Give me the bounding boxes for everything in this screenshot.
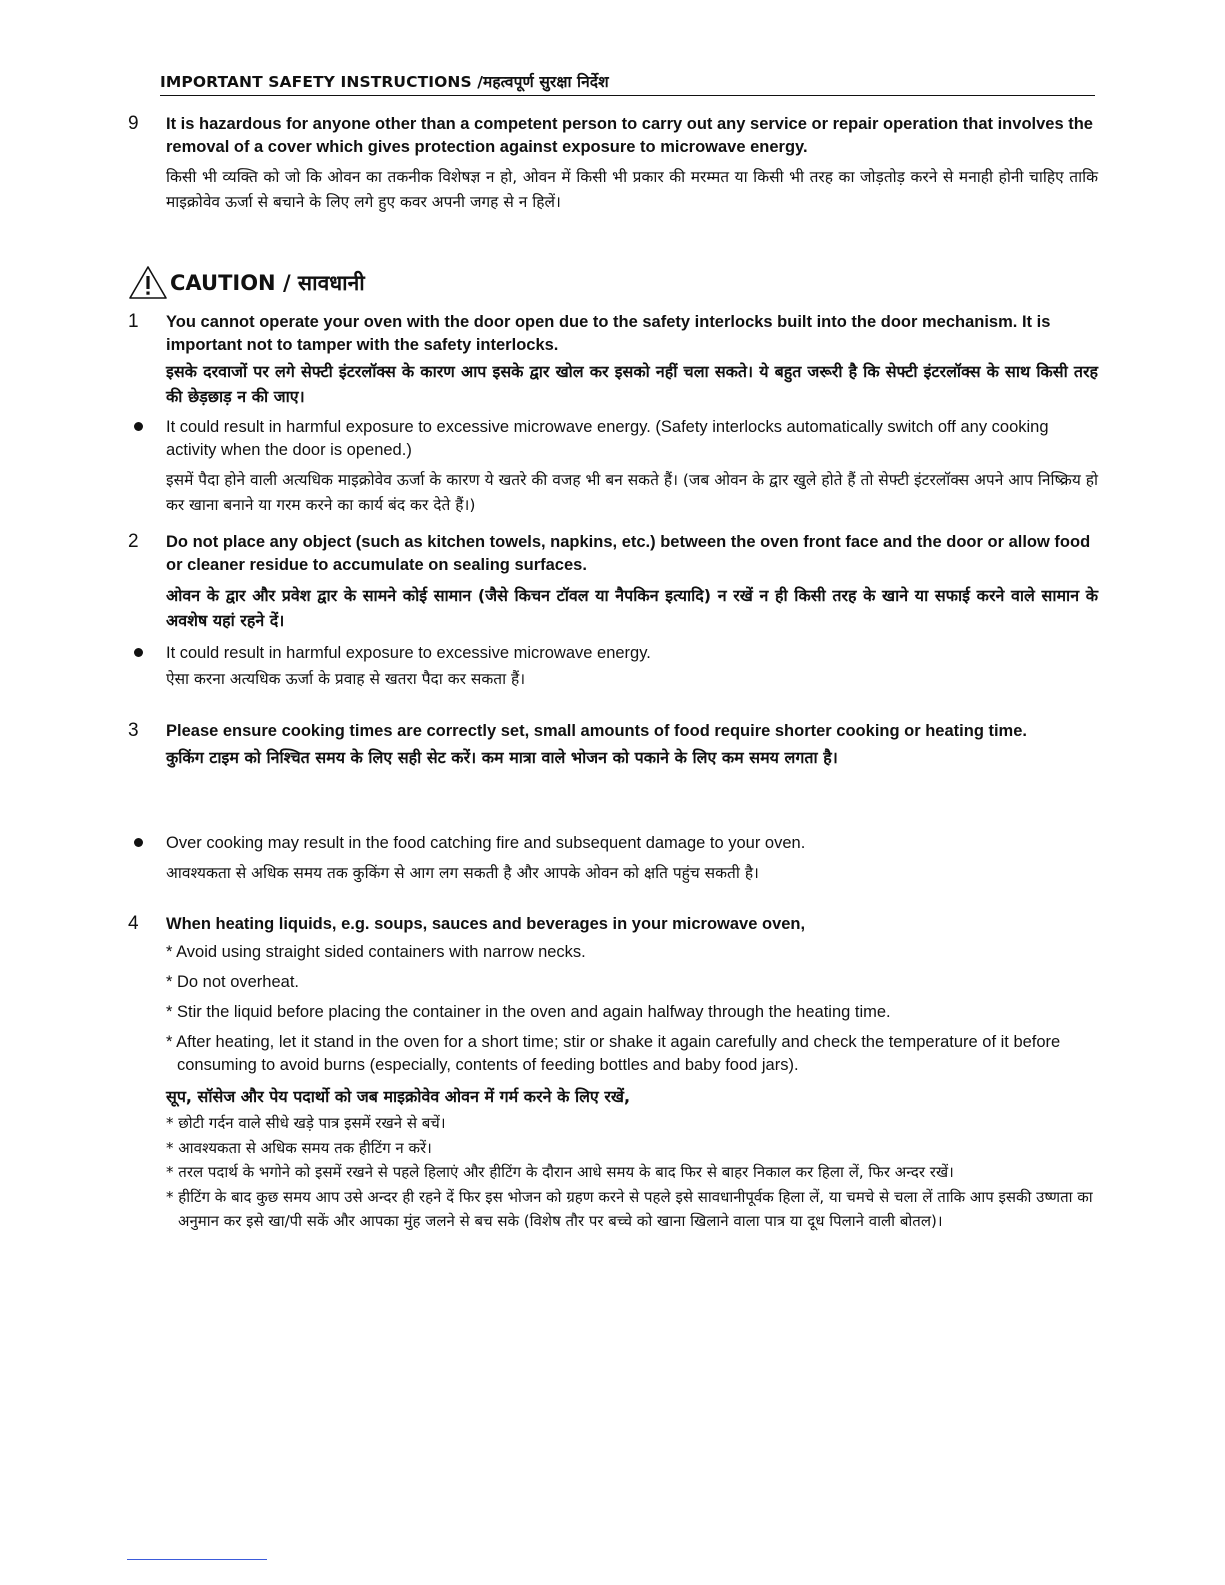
caution-heading — [128, 265, 365, 301]
instruction-text-en: Please ensure cooking times are correctly set, small amounts of food require shorter cooking or heating time. — [166, 722, 1027, 740]
instruction-text-hi: किसी भी व्यक्ति को जो कि ओवन का तकनीक विशेषज्ञ न हो, ओवन में किसी भी प्रकार की मरम्मत या किसी भी तरह का जोड़तोड़ करने से मनाही होनी चाहिए ताकि माइक्रोवेव ऊर्जा से बचाने के लिए लगे हुए कवर अपनी जगह से न हिलें। — [166, 168, 1098, 211]
instruction-2 — [128, 531, 1098, 633]
instruction-text-hi: इसके दरवाजों पर लगे सेफ्टी इंटरलॉक्स के कारण आप इसके द्वार खोल कर इसको नहीं चला सकते। ये बहुत जरूरी है कि सेफ्टी इंटरलॉक्स के साथ किसी तरह की छेड़छाड़ न की जाए। — [166, 362, 1098, 406]
instruction-1 — [128, 311, 1098, 409]
instruction-text-hi: सूप, सॉसेज और पेय पदार्थो को जब माइक्रोवेव ओवन में गर्म करने के लिए रखें, — [166, 1087, 631, 1106]
bullet-text-en: Over cooking may result in the food catching fire and subsequent damage to your oven. — [166, 834, 806, 852]
item-number: 1 — [128, 311, 139, 332]
instruction-3 — [128, 720, 1098, 770]
list-item: * तरल पदार्थ के भगोने को इसमें रखने से पहले हिलाएं और हीटिंग के दौरान आधे समय के बाद फिर से बाहर निकाल कर हिला लें, फिर अन्दर रखें। — [166, 1163, 954, 1181]
list-item: * Do not overheat. — [166, 973, 299, 991]
bullet-note-1 — [128, 416, 1098, 518]
item-number: 2 — [128, 531, 139, 552]
instruction-9 — [128, 113, 1098, 215]
bullet-text-hi: ऐसा करना अत्यधिक ऊर्जा के प्रवाह से खतरा पैदा कर सकता हैं। — [166, 670, 526, 688]
warning-triangle-icon — [128, 265, 168, 301]
instruction-text-en: Do not place any object (such as kitchen towels, napkins, etc.) between the oven front face and the door or allow food or cleaner residue to accumulate on sealing surfaces. — [166, 533, 1091, 574]
instruction-text-en: It is hazardous for anyone other than a competent person to carry out any service or repair operation that involves the removal of a cover which gives protection against exposure to microwave energy. — [166, 115, 1093, 156]
bullet-note-3 — [128, 832, 1098, 886]
item-number: 4 — [128, 913, 139, 934]
footer-rule — [127, 1559, 267, 1560]
list-item: * छोटी गर्दन वाले सीधे खड़े पात्र इसमें रखने से बचें। — [166, 1114, 446, 1132]
list-item: * Stir the liquid before placing the container in the oven and again halfway through the heating time. — [166, 1003, 891, 1021]
instruction-text-en: When heating liquids, e.g. soups, sauces and beverages in your microwave oven, — [166, 915, 806, 933]
bullet-icon — [134, 838, 143, 847]
list-item: * Avoid using straight sided containers with narrow necks. — [166, 943, 586, 961]
bullet-icon — [134, 648, 143, 657]
instruction-4 — [128, 913, 1098, 1234]
list-item: * आवश्यकता से अधिक समय तक हीटिंग न करें। — [166, 1138, 432, 1157]
bullet-text-hi: आवश्यकता से अधिक समय तक कुकिंग से आग लग सकती है और आपके ओवन को क्षति पहुंच सकती है। — [166, 864, 759, 882]
bullet-text-hi: इसमें पैदा होने वाली अत्यधिक माइक्रोवेव ऊर्जा के कारण ये खतरे की वजह भी बन सकते हैं। (जब ओवन के द्वार खुले होते हैं तो सेफ्टी इंटरलॉक्स अपने आप निष्क्रिय हो कर खाना बनाने या गरम करने का कार्य बंद कर देते हैं।) — [166, 471, 1098, 514]
caution-title: CAUTION / सावधानी — [170, 271, 365, 295]
hindi-tips-list — [166, 1111, 1098, 1234]
list-item: * After heating, let it stand in the oven for a short time; stir or shake it again carefully and check the temperature of it before consuming to avoid burns (especially, contents of feeding bottles and baby food jars). — [166, 1033, 1061, 1074]
item-number: 3 — [128, 720, 139, 741]
bullet-text-en: It could result in harmful exposure to excessive microwave energy. — [166, 644, 651, 662]
list-item: * हीटिंग के बाद कुछ समय आप उसे अन्दर ही रहने दें फिर इस भोजन को ग्रहण करने से पहले इसे सावधानीपूर्वक हिला लें, या चमचे से चला लें ताकि आप इसकी उष्णता का अनुमान कर इसे खा/पी सकें और आपका मुंह जलने से बच सके (विशेष तौर पर बच्चे को खाना खिलाने वाला पात्र या दूध पिलाने वाली बोतल)। — [166, 1187, 1093, 1230]
instruction-text-hi: कुकिंग टाइम को निश्चित समय के लिए सही सेट करें। कम मात्रा वाले भोजन को पकाने के लिए कम समय लगता है। — [166, 748, 838, 767]
english-tips-list — [166, 941, 1098, 1077]
bullet-note-2 — [128, 642, 1098, 692]
bullet-text-en: It could result in harmful exposure to excessive microwave energy. (Safety interlocks automatically switch off any cooking activity when the door is opened.) — [166, 418, 1049, 459]
item-number: 9 — [128, 113, 139, 134]
page-header: IMPORTANT SAFETY INSTRUCTIONS /महत्वपूर्ण सुरक्षा निर्देश — [160, 70, 1095, 96]
instruction-text-hi: ओवन के द्वार और प्रवेश द्वार के सामने कोई सामान (जैसे किचन टॉवल या नैपकिन इत्यादि) न रखें न ही किसी तरह के खाने या सफाई करने वाले सामान के अवशेष यहां रहने दें। — [166, 586, 1098, 630]
instruction-text-en: You cannot operate your oven with the door open due to the safety interlocks built into the door mechanism. It is important not to tamper with the safety interlocks. — [166, 313, 1051, 354]
bullet-icon — [134, 422, 143, 431]
